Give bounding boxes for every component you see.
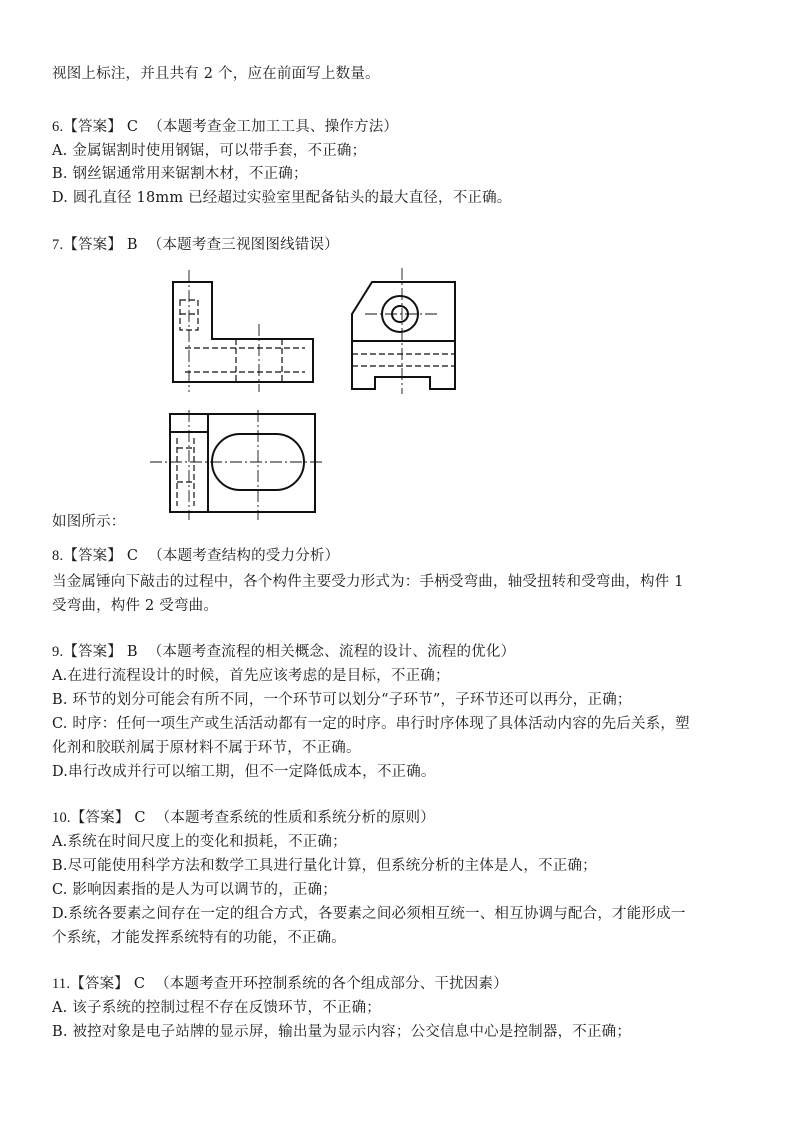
q11-line-a: A. 该子系统的控制过程不存在反馈环节，不正确；	[52, 1000, 381, 1016]
side-view	[352, 268, 455, 394]
q7-number: 7.	[52, 237, 64, 253]
q8-answer-letter: C	[126, 548, 139, 564]
q8-number: 8.	[52, 548, 64, 564]
q6-number: 6.	[52, 119, 64, 135]
q10-answer-letter: C	[134, 810, 146, 826]
q8-answer-tag: 【答案】	[63, 548, 123, 564]
q10-number: 10.	[52, 810, 71, 826]
q10-line-b: B.尽可能使用科学方法和数学工具进行量化计算，但系统分析的主体是人，不正确；	[52, 858, 597, 874]
q6-line-d: D. 圆孔直径 18mm 已经超过实验室里配备钻头的最大直径，不正确。	[52, 190, 512, 206]
q10-line-d-cont: 个系统，才能发挥系统特有的功能，不正确。	[52, 930, 346, 946]
q10-line-c: C. 影响因素指的是人为可以调节的，正确；	[52, 882, 337, 898]
q11-header	[52, 974, 508, 994]
q9-line-a: A.在进行流程设计的时候，首先应该考虑的是目标，不正确；	[52, 668, 450, 684]
q8-line-1: 当金属锤向下敲击的过程中，各个构件主要受力形式为：手柄受弯曲，轴受扭转和受弯曲，构件 1	[52, 574, 684, 590]
q9-answer-tag: 【答案】	[63, 644, 123, 660]
q7-topic-note: （本题考查三视图图线错误）	[147, 237, 339, 253]
q11-topic-note: （本题考查开环控制系统的各个组成部分、干扰因素）	[155, 976, 508, 992]
q9-line-b: B. 环节的划分可能会有所不同，一个环节可以划分“子环节”，子环节还可以再分，正确；	[52, 692, 632, 708]
q6-line-a: A. 金属锯割时使用钢锯，可以带手套，不正确；	[52, 143, 367, 159]
q10-header	[52, 808, 435, 828]
q6-line-b: B. 钢丝锯通常用来锯割木材，不正确；	[52, 166, 308, 182]
top-view	[150, 410, 325, 520]
q10-answer-tag: 【答案】	[70, 810, 130, 826]
q9-answer-letter: B	[126, 644, 138, 660]
front-view	[173, 270, 313, 392]
q10-topic-note: （本题考查系统的性质和系统分析的原则）	[155, 810, 435, 826]
q11-line-b: B. 被控对象是电子站牌的显示屏，输出量为显示内容；公交信息中心是控制器，不正确；	[52, 1024, 632, 1040]
q8-topic-note: （本题考查结构的受力分析）	[148, 548, 340, 564]
q11-answer-tag: 【答案】	[70, 976, 129, 992]
q7-header	[52, 235, 339, 255]
q11-answer-letter: C	[133, 976, 146, 992]
q9-number: 9.	[52, 644, 64, 660]
q9-topic-note: （本题考查流程的相关概念、流程的设计、流程的优化）	[147, 644, 516, 660]
q7-answer-letter: B	[126, 237, 138, 253]
three-view-drawing	[140, 262, 470, 522]
q9-line-d: D.串行改成并行可以缩工期，但不一定降低成本，不正确。	[52, 764, 436, 780]
q11-number: 11.	[52, 976, 71, 992]
q6-header	[52, 117, 398, 137]
q8-line-2: 受弯曲，构件 2 受弯曲。	[52, 598, 219, 614]
q10-line-d: D.系统各要素之间存在一定的组合方式，各要素之间必须相互统一、相互协调与配合，才能形成一	[52, 906, 686, 922]
q7-answer-tag: 【答案】	[63, 237, 123, 253]
q9-line-c: C. 时序：任何一项生产或生活活动都有一定的时序。串行时序体现了具体活动内容的先后关系，塑	[52, 716, 690, 732]
q9-line-c-cont: 化剂和胶联剂属于原材料不属于环节，不正确。	[52, 740, 361, 756]
q6-topic-note: （本题考查金工加工工具、操作方法）	[148, 119, 399, 135]
q10-line-a: A.系统在时间尺度上的变化和损耗，不正确；	[52, 834, 347, 850]
q6-answer-letter: C	[126, 119, 139, 135]
q8-header	[52, 546, 339, 566]
q6-answer-tag: 【答案】	[63, 119, 123, 135]
q9-header	[52, 642, 515, 662]
q7-caption: 如图所示：	[52, 514, 126, 530]
intro-line: 视图上标注，并且共有 2 个，应在前面写上数量。	[52, 66, 380, 82]
